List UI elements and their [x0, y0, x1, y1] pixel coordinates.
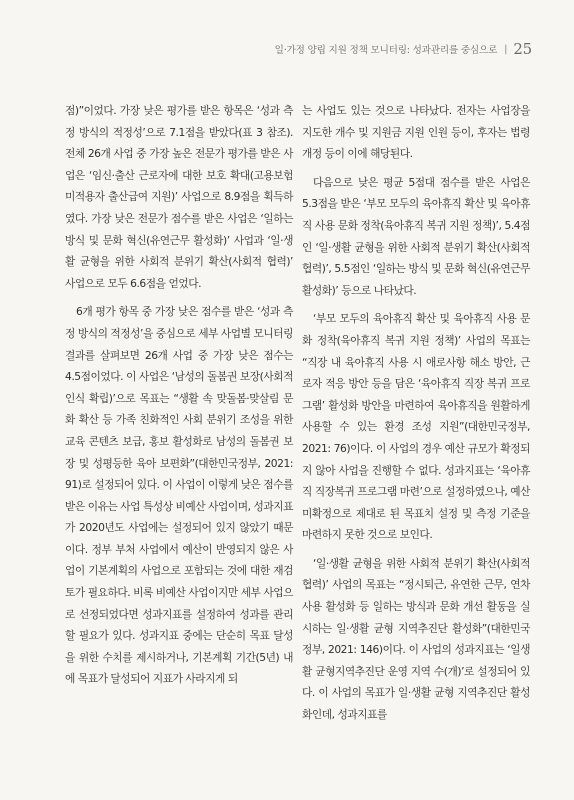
paragraph: 6개 평가 항목 중 가장 낮은 점수를 받은 ‘성과 측정 방식의 적정성’을 중심으로 세부 사업별 모니터링 결과를 살펴보면 26개 사업 중 가장 낮은 점수는 4.5점이었다. 이 사업은 ‘남성의 돌봄권 보장(사회적 인식 확립)’으로 목표는 “생활 속 맞돌봄·맞살림 문화 확산 등 가족 친화적인 사회 분위기 조성을 위한 교육 콘텐츠 보급, 홍보 활성화로 남성의 돌봄권 보장 및 성평등한 육아 보편화”(대한민국정부, 2021: 91)로 설정되어 있다. 이 사업이 이렇게 낮은 점수를 받은 이유는 사업 특성상 비예산 사업이며, 성과지표가 2020년도 사업에는 설정되어 있지 않았기 때문이다. 정부 부처 사업에서 예산이 반영되지 않은 사업이 기본계획의 사업으로 포함되는 것에 대한 재검토가 필요하다. 비록 비예산 사업이지만 세부 사업으로 선정되었다면 성과지표를 설정하여 성과를 관리할 필요가 있다. 성과지표 중에는 단순히 목표 달성을 위한 수치를 제시하거나, 기본계획 기간(5년) 내에 목표가 달성되어 지표가 사라지게 되	[65, 305, 293, 686]
left-column	[65, 100, 293, 690]
running-title: 일·가정 양립 지원 정책 모니터링: 성과관리를 중심으로	[274, 45, 498, 56]
paragraph: ‘부모 모두의 육아휴직 확산 및 육아휴직 사용 문화 정착(육아휴직 복귀 지원 정책)’ 사업의 목표는 “직장 내 육아휴직 사용 시 애로사항 해소 방안, 근로자 적응 방안 등을 담은 ‘육아휴직 직장 복귀 프로그램’ 활성화 방안을 마련하여 육아휴직을 원활하게 사용할 수 있는 환경 조성 지원”(대한민국정부, 2021: 76)이다. 이 사업의 경우 예산 규모가 확정되지 않아 사업을 진행할 수 없다. 성과지표는 ‘육아휴직 직장복귀 프로그램 마련’으로 설정하였으나, 예산 미확정으로 제대로 된 목표치 설정 및 측정 기준을 마련하지 못한 것으로 보인다.	[302, 312, 530, 542]
paragraph: 다음으로 낮은 평균 5점대 점수를 받은 사업은 5.3점을 받은 ‘부모 모두의 육아휴직 확산 및 육아휴직 사용 문화 정착(육아휴직 복귀 지원 정책)’, 5.4점인 ‘일·생활 균형을 위한 사회적 분위기 확산(사회적 협력)’, 5.5점인 ‘일하는 방식 및 문화 혁신(유연근무 활성화)’ 등으로 나타났다.	[302, 175, 530, 297]
right-column	[302, 100, 530, 726]
header-separator: |	[504, 43, 508, 55]
paragraph: 점)”이었다. 가장 낮은 평가를 받은 항목은 ‘성과 측정 방식의 적정성’으로 7.1점을 받았다(표 3 참조). 전체 26개 사업 중 가장 높은 전문가 평가를 받은 사업은 ‘임신·출산 근로자에 대한 보호 확대(고용보험 미적용자 출산급여 지원)’ 사업으로 8.9점을 획득하였다. 가장 낮은 전문가 점수를 받은 사업은 ‘일하는 방식 및 문화 혁신(유연근무 활성화)’ 사업과 ‘일·생활 균형을 위한 사회적 분위기 확산(사회적 협력)’ 사업으로 모두 6.6점을 얻었다.	[65, 104, 293, 290]
paragraph: 는 사업도 있는 것으로 나타났다. 전자는 사업장을 지도한 개수 및 지원금 지원 인원 등이, 후자는 법령 개정 등이 이에 해당된다.	[302, 104, 530, 161]
paragraph: ‘일·생활 균형을 위한 사회적 분위기 확산(사회적 협력)’ 사업의 목표는 “정시퇴근, 유연한 근무, 연차 사용 활성화 등 일하는 방식과 문화 개선 활동을 실시하는 일·생활 균형 지역추진단 활성화”(대한민국정부, 2021: 146)이다. 이 사업의 성과지표는 ‘일생활 균형지역추진단 운영 지역 수(개)’로 설정되어 있다. 이 사업의 목표가 일·생활 균형 지역추진단 활성화인데, 성과지표를	[302, 556, 530, 722]
page-number: 25	[513, 40, 532, 58]
running-header	[275, 40, 532, 58]
